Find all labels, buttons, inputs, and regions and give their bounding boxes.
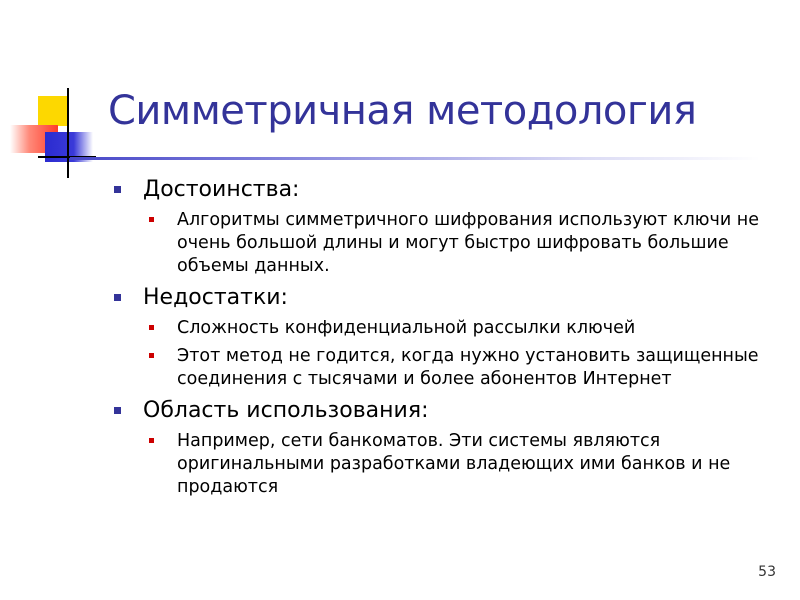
small-square-bullet-icon bbox=[149, 438, 154, 443]
section-heading bbox=[112, 397, 772, 424]
square-bullet-icon bbox=[114, 407, 121, 414]
list-item bbox=[143, 317, 772, 340]
list-item bbox=[143, 430, 772, 499]
section-heading-text: Достоинства: bbox=[143, 177, 300, 202]
section-heading-text: Недостатки: bbox=[143, 285, 288, 310]
list-item-text: Алгоритмы симметричного шифрования используют ключи не очень большой длины и могут быстро шифровать большие объемы данных. bbox=[177, 210, 759, 276]
vertical-line-shape bbox=[67, 88, 69, 178]
list-item bbox=[143, 209, 772, 278]
slide-title: Симметричная методология bbox=[108, 88, 697, 134]
list-item bbox=[143, 345, 772, 391]
title-underline bbox=[70, 157, 760, 160]
slide-logo-decoration bbox=[0, 80, 120, 180]
square-bullet-icon bbox=[114, 294, 121, 301]
list-item-text: Сложность конфиденциальной рассылки ключей bbox=[177, 318, 636, 338]
small-square-bullet-icon bbox=[149, 217, 154, 222]
page-number: 53 bbox=[758, 564, 776, 580]
square-bullet-icon bbox=[114, 186, 121, 193]
list-item-text: Этот метод не годится, когда нужно установить защищенные соединения с тысячами и более абонентов Интернет bbox=[177, 346, 759, 389]
section-heading-text: Область использования: bbox=[143, 398, 429, 423]
small-square-bullet-icon bbox=[149, 325, 154, 330]
section-heading bbox=[112, 176, 772, 203]
small-square-bullet-icon bbox=[149, 353, 154, 358]
slide-content bbox=[112, 176, 772, 505]
section-advantages bbox=[112, 176, 772, 278]
list-item-text: Например, сети банкоматов. Эти системы являются оригинальными разработками владеющих ими банков и не продаются bbox=[177, 431, 731, 497]
section-disadvantages bbox=[112, 284, 772, 391]
section-heading bbox=[112, 284, 772, 311]
yellow-square-shape bbox=[38, 96, 68, 126]
section-usage bbox=[112, 397, 772, 499]
